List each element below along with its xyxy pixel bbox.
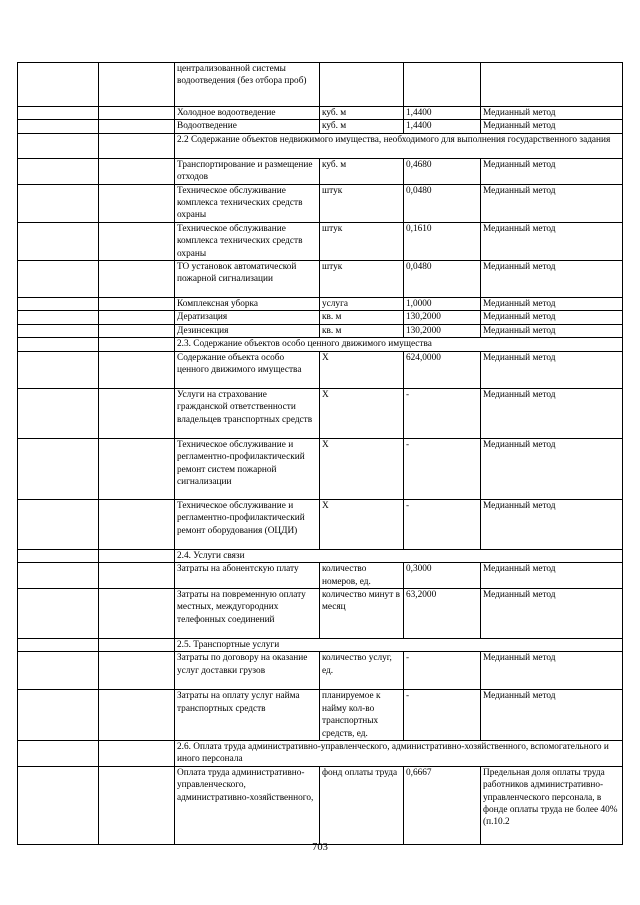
item-name: Оплата труда административно-управленческого, административно-хозяйственного, [175, 766, 320, 844]
section-row [18, 638, 623, 651]
item-unit: количество номеров, ед. [320, 563, 404, 589]
item-name: Техническое обслуживание комплекса технических средств охраны [175, 184, 320, 222]
item-unit: кв. м [320, 324, 404, 337]
item-unit: куб. м [320, 120, 404, 133]
item-unit: штук [320, 184, 404, 222]
table-row [18, 324, 623, 337]
empty-cell [18, 740, 99, 766]
item-value: 130,2000 [404, 311, 481, 324]
item-method: Медианный метод [481, 563, 623, 589]
item-name: Дезинсекция [175, 324, 320, 337]
item-unit: куб. м [320, 158, 404, 184]
item-method: Медианный метод [481, 652, 623, 690]
empty-cell [99, 311, 175, 324]
empty-cell [18, 338, 99, 351]
section-row [18, 133, 623, 158]
empty-cell [18, 158, 99, 184]
table-row [18, 652, 623, 690]
table-row [18, 499, 623, 549]
empty-cell [18, 638, 99, 651]
empty-cell [99, 499, 175, 549]
item-value: 0,3000 [404, 563, 481, 589]
item-value: 1,0000 [404, 298, 481, 311]
item-unit: Х [320, 438, 404, 499]
table-row [18, 222, 623, 260]
item-name: Затраты на абонентскую плату [175, 563, 320, 589]
item-method: Медианный метод [481, 690, 623, 741]
item-value: 130,2000 [404, 324, 481, 337]
table-row [18, 63, 623, 107]
item-value: - [404, 690, 481, 741]
item-method: Медианный метод [481, 311, 623, 324]
item-value: 0,0480 [404, 261, 481, 298]
item-method: Медианный метод [481, 184, 623, 222]
item-unit: планируемое к найму кол-во транспортных средств, ед. [320, 690, 404, 741]
empty-cell [99, 549, 175, 562]
section-header: 2.5. Транспортные услуги [175, 638, 623, 651]
item-value: - [404, 388, 481, 438]
table-row [18, 298, 623, 311]
empty-cell [99, 351, 175, 388]
section-header: 2.2 Содержание объектов недвижимого имущества, необходимого для выполнения государственного задания [175, 133, 623, 158]
empty-cell [18, 588, 99, 638]
empty-cell [99, 740, 175, 766]
item-unit: Х [320, 351, 404, 388]
item-unit: количество минут в месяц [320, 588, 404, 638]
table-row [18, 184, 623, 222]
item-name: Водоотведение [175, 120, 320, 133]
item-value: - [404, 652, 481, 690]
empty-cell [99, 298, 175, 311]
empty-cell [18, 351, 99, 388]
empty-cell [99, 184, 175, 222]
item-value: 0,1610 [404, 222, 481, 260]
empty-cell [18, 388, 99, 438]
empty-cell [99, 563, 175, 589]
empty-cell [99, 588, 175, 638]
table-row [18, 766, 623, 844]
item-unit [320, 63, 404, 107]
empty-cell [18, 63, 99, 107]
empty-cell [18, 107, 99, 120]
empty-cell [18, 120, 99, 133]
item-unit: Х [320, 499, 404, 549]
empty-cell [99, 652, 175, 690]
item-value: 0,0480 [404, 184, 481, 222]
table-row [18, 388, 623, 438]
item-name: Техническое обслуживание и регламентно-профилактический ремонт систем пожарной сигнализации [175, 438, 320, 499]
empty-cell [99, 438, 175, 499]
item-method: Медианный метод [481, 324, 623, 337]
item-method: Медианный метод [481, 298, 623, 311]
item-method: Медианный метод [481, 388, 623, 438]
item-unit: Х [320, 388, 404, 438]
table-row [18, 438, 623, 499]
item-method: Медианный метод [481, 222, 623, 260]
empty-cell [99, 324, 175, 337]
item-value: 624,0000 [404, 351, 481, 388]
item-name: Транспортирование и размещение отходов [175, 158, 320, 184]
item-method: Предельная доля оплаты труда работников административно-управленческого персонала, в фонде оплаты труда не более 40% (п.10.2 [481, 766, 623, 844]
empty-cell [99, 261, 175, 298]
item-method: Медианный метод [481, 261, 623, 298]
table-row [18, 563, 623, 589]
item-value: 63,2000 [404, 588, 481, 638]
item-value: 0,4680 [404, 158, 481, 184]
section-row [18, 338, 623, 351]
table-row [18, 690, 623, 741]
empty-cell [18, 184, 99, 222]
empty-cell [99, 222, 175, 260]
item-name: Техническое обслуживание и регламентно-профилактический ремонт оборудования (ОЦДИ) [175, 499, 320, 549]
section-header: 2.6. Оплата труда административно-управленческого, административно-хозяйственного, вспомогательного и иного персонала [175, 740, 623, 766]
item-method: Медианный метод [481, 588, 623, 638]
empty-cell [99, 63, 175, 107]
cost-norms-table [17, 62, 623, 845]
empty-cell [18, 261, 99, 298]
section-header: 2.3. Содержание объектов особо ценного движимого имущества [175, 338, 623, 351]
empty-cell [18, 438, 99, 499]
item-method [481, 63, 623, 107]
empty-cell [99, 133, 175, 158]
item-name: Комплексная уборка [175, 298, 320, 311]
empty-cell [99, 107, 175, 120]
empty-cell [99, 338, 175, 351]
item-unit: штук [320, 261, 404, 298]
empty-cell [99, 120, 175, 133]
item-name: Затраты на оплату услуг найма транспортных средств [175, 690, 320, 741]
item-unit: штук [320, 222, 404, 260]
item-name: Содержание объекта особо ценного движимого имущества [175, 351, 320, 388]
table-row [18, 588, 623, 638]
item-name: Затраты по договору на оказание услуг доставки грузов [175, 652, 320, 690]
table-row [18, 261, 623, 298]
page-number: 703 [312, 842, 328, 853]
empty-cell [18, 766, 99, 844]
table-row [18, 120, 623, 133]
item-value: 1,4400 [404, 120, 481, 133]
item-unit: количество услуг, ед. [320, 652, 404, 690]
item-name: централизованной системы водоотведения (без отбора проб) [175, 63, 320, 107]
empty-cell [18, 690, 99, 741]
table-row [18, 107, 623, 120]
item-method: Медианный метод [481, 107, 623, 120]
item-unit: фонд оплаты труда [320, 766, 404, 844]
empty-cell [99, 158, 175, 184]
item-unit: кв. м [320, 311, 404, 324]
item-method: Медианный метод [481, 499, 623, 549]
section-row [18, 740, 623, 766]
empty-cell [18, 324, 99, 337]
item-name: Услуги на страхование гражданской ответственности владельцев транспортных средств [175, 388, 320, 438]
empty-cell [18, 133, 99, 158]
item-value [404, 63, 481, 107]
empty-cell [18, 499, 99, 549]
item-method: Медианный метод [481, 351, 623, 388]
item-name: Затраты на повременную оплату местных, междугородних телефонных соединений [175, 588, 320, 638]
item-name: Дератизация [175, 311, 320, 324]
table-body [18, 63, 623, 845]
empty-cell [18, 222, 99, 260]
empty-cell [18, 652, 99, 690]
empty-cell [18, 563, 99, 589]
item-value: 1,4400 [404, 107, 481, 120]
item-name: ТО установок автоматической пожарной сигнализации [175, 261, 320, 298]
item-unit: куб. м [320, 107, 404, 120]
empty-cell [18, 298, 99, 311]
item-method: Медианный метод [481, 438, 623, 499]
table-row [18, 351, 623, 388]
item-method: Медианный метод [481, 158, 623, 184]
item-method: Медианный метод [481, 120, 623, 133]
item-value: - [404, 499, 481, 549]
table-row [18, 311, 623, 324]
section-row [18, 549, 623, 562]
empty-cell [18, 311, 99, 324]
item-name: Техническое обслуживание комплекса технических средств охраны [175, 222, 320, 260]
empty-cell [99, 638, 175, 651]
item-unit: услуга [320, 298, 404, 311]
empty-cell [99, 766, 175, 844]
empty-cell [99, 690, 175, 741]
item-value: 0,6667 [404, 766, 481, 844]
section-header: 2.4. Услуги связи [175, 549, 623, 562]
empty-cell [99, 388, 175, 438]
item-value: - [404, 438, 481, 499]
item-name: Холодное водоотведение [175, 107, 320, 120]
table-row [18, 158, 623, 184]
empty-cell [18, 549, 99, 562]
